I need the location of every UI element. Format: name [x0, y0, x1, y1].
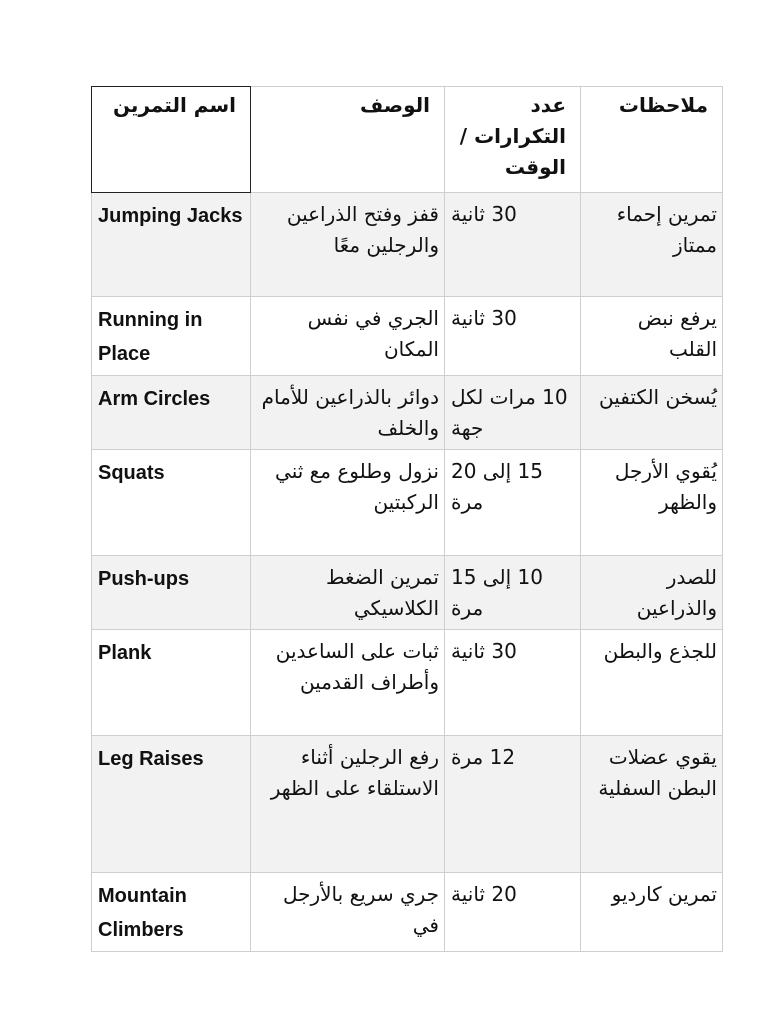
description-cell: جري سريع بالأرجل في	[251, 873, 445, 952]
description-cell: رفع الرجلين أثناء الاستلقاء على الظهر	[251, 736, 445, 873]
notes-cell: يُسخن الكتفين	[581, 376, 723, 450]
notes-cell: يرفع نبض القلب	[581, 297, 723, 376]
table-header-row	[92, 87, 723, 193]
table-row	[92, 376, 723, 450]
description-cell: الجري في نفس المكان	[251, 297, 445, 376]
reps-cell: 10 إلى 15 مرة	[445, 556, 581, 630]
exercise-name-cell: Squats	[92, 450, 251, 556]
table-row	[92, 556, 723, 630]
reps-cell: 20 ثانية	[445, 873, 581, 952]
exercise-name-cell: Mountain Climbers	[92, 873, 251, 952]
table-row	[92, 873, 723, 952]
header-notes: ملاحظات	[581, 87, 723, 193]
reps-cell: 12 مرة	[445, 736, 581, 873]
table-row	[92, 736, 723, 873]
exercise-name-cell: Arm Circles	[92, 376, 251, 450]
header-reps-time: عدد التكرارات / الوقت	[445, 87, 581, 193]
table-row	[92, 630, 723, 736]
description-cell: تمرين الضغط الكلاسيكي	[251, 556, 445, 630]
reps-cell: 30 ثانية	[445, 193, 581, 297]
notes-cell: يقوي عضلات البطن السفلية	[581, 736, 723, 873]
exercise-name-cell: Plank	[92, 630, 251, 736]
table-row	[92, 297, 723, 376]
reps-cell: 30 ثانية	[445, 297, 581, 376]
exercise-name-cell: Jumping Jacks	[92, 193, 251, 297]
exercise-name-cell: Leg Raises	[92, 736, 251, 873]
description-cell: دوائر بالذراعين للأمام والخلف	[251, 376, 445, 450]
table-row	[92, 450, 723, 556]
exercise-name-cell: Running in Place	[92, 297, 251, 376]
exercise-name-cell: Push-ups	[92, 556, 251, 630]
reps-cell: 15 إلى 20 مرة	[445, 450, 581, 556]
description-cell: ثبات على الساعدين وأطراف القدمين	[251, 630, 445, 736]
reps-cell: 10 مرات لكل جهة	[445, 376, 581, 450]
header-exercise-name: اسم التمرين	[92, 87, 251, 193]
notes-cell: للجذع والبطن	[581, 630, 723, 736]
reps-cell: 30 ثانية	[445, 630, 581, 736]
notes-cell: تمرين كارديو	[581, 873, 723, 952]
description-cell: نزول وطلوع مع ثني الركبتين	[251, 450, 445, 556]
notes-cell: يُقوي الأرجل والظهر	[581, 450, 723, 556]
notes-cell: للصدر والذراعين	[581, 556, 723, 630]
notes-cell: تمرين إحماء ممتاز	[581, 193, 723, 297]
description-cell: قفز وفتح الذراعين والرجلين معًا	[251, 193, 445, 297]
table-row	[92, 193, 723, 297]
exercise-table	[91, 86, 723, 952]
header-description: الوصف	[251, 87, 445, 193]
